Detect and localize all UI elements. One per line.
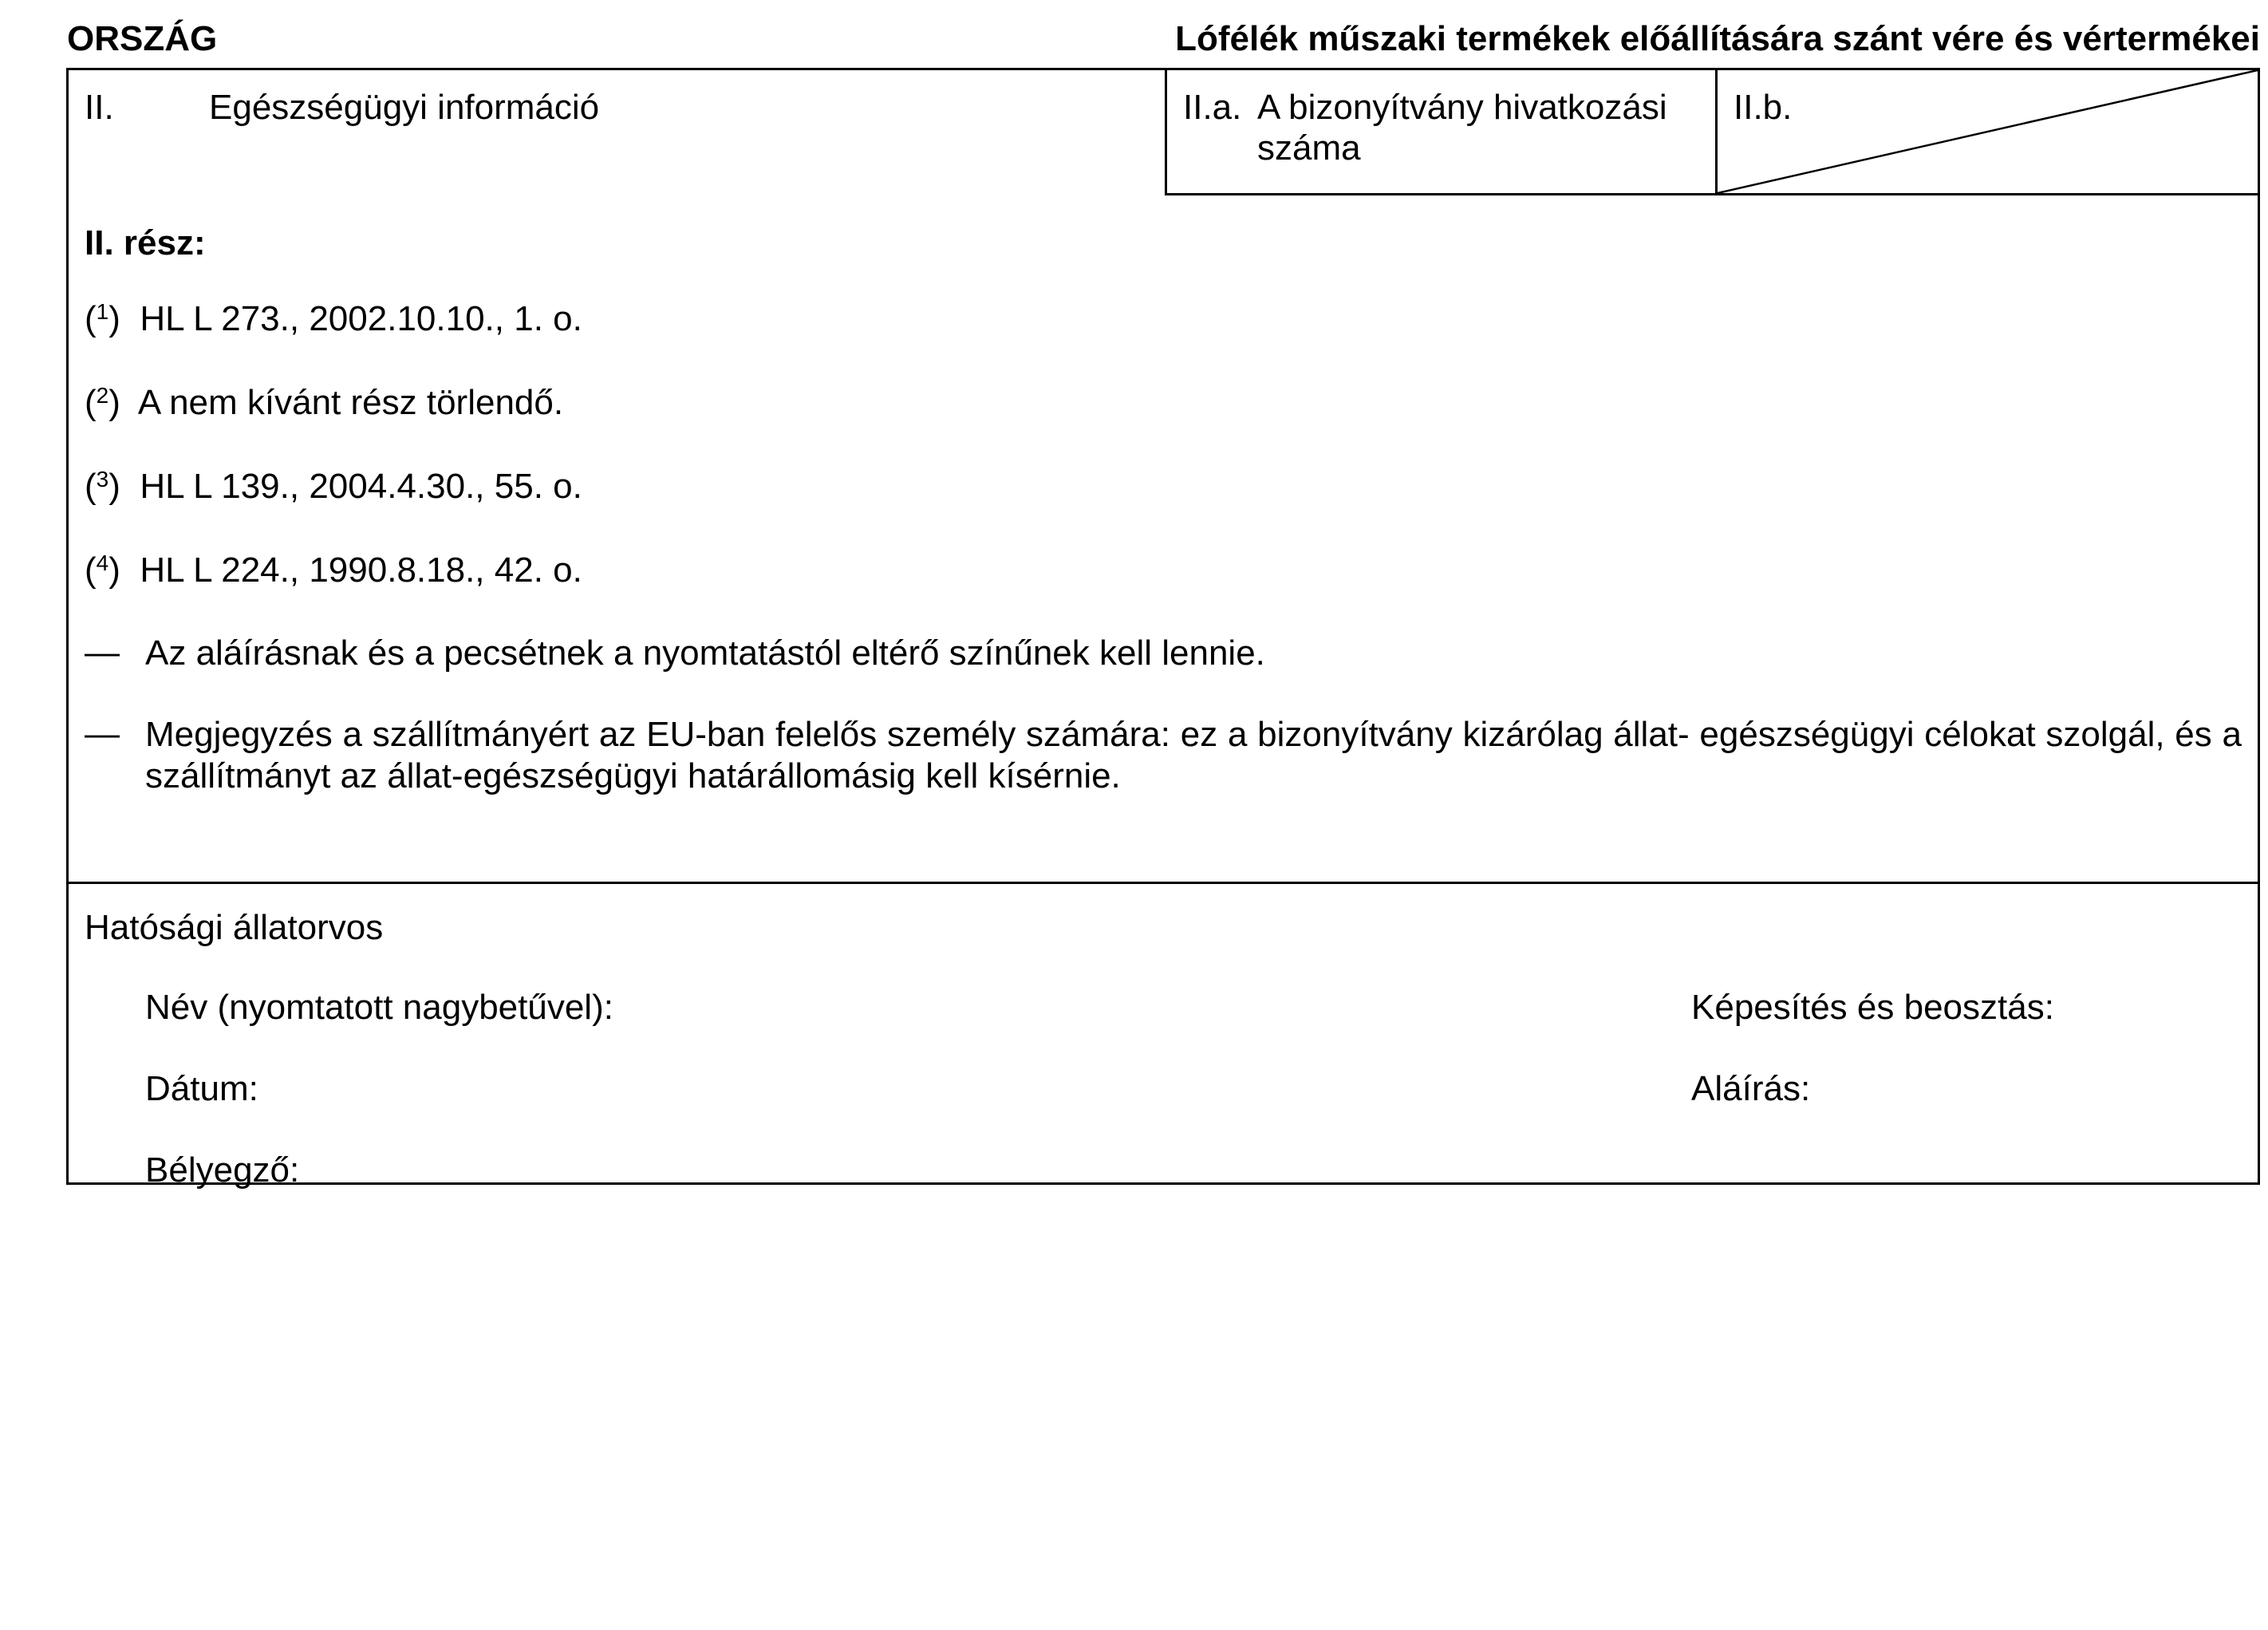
dash-bullet: — <box>85 714 120 753</box>
note-dash-text: Az aláírásnak és a pecsétnek a nyomtatástól eltérő színűnek kell lennie. <box>145 633 1265 673</box>
country-heading: ORSZÁG <box>67 19 218 58</box>
section-iia-label-line1: A bizonyítvány hivatkozási <box>1257 88 1667 127</box>
certificate-title: Lófélék műszaki termékek előállítására szánt vére és vértermékei <box>1175 19 2260 58</box>
section-ii-number: II. <box>85 88 114 127</box>
qualification-label: Képesítés és beosztás: <box>1691 988 2054 1027</box>
official-veterinarian-section <box>69 884 2258 1190</box>
dash-bullet: — <box>85 633 120 672</box>
note-dash-text: Megjegyzés a szállítmányért az EU-ban felelős személy számára: ez a bizonyítvány kizárólag állat- egészségügyi célokat szolgál, és a szállítmányt az állat-egészségügyi határállomásig kell kísérnie. <box>145 715 2242 795</box>
name-label: Név (nyomtatott nagybetűvel): <box>145 988 613 1027</box>
footnote-4: ($^4$) HL L 224., 1990.8.18., 42. o. <box>85 551 582 590</box>
section-ii-cell <box>69 70 1165 195</box>
footnote-mark: 3 <box>96 467 109 491</box>
part-ii-heading: II. rész: <box>85 223 206 262</box>
section-ii-label: Egészségügyi információ <box>209 88 600 127</box>
notes-section <box>69 195 2258 884</box>
date-label: Dátum: <box>145 1069 258 1108</box>
certificate-frame <box>66 68 2260 1190</box>
footnote-1: ($^1$) HL L 273., 2002.10.10., 1. o. <box>85 299 582 338</box>
section-iib-cell <box>1715 70 2258 195</box>
footnote-mark: 1 <box>96 299 109 324</box>
note-dash-item-1 <box>85 633 2242 674</box>
footnote-text: HL L 224., 1990.8.18., 42. o. <box>140 551 582 590</box>
footnote-mark: 2 <box>96 383 109 408</box>
section-iia-number: II.a. <box>1183 88 1242 127</box>
note-dash-item-2 <box>85 714 2242 797</box>
crossed-out-diagonal <box>1718 70 2258 193</box>
section-iia-cell <box>1165 70 1715 195</box>
section-iib-number: II.b. <box>1734 88 1793 127</box>
footnote-text: HL L 139., 2004.4.30., 55. o. <box>140 467 582 506</box>
stamp-label: Bélyegző: <box>145 1150 300 1190</box>
signature-label: Aláírás: <box>1691 1069 1811 1108</box>
footnote-text: HL L 273., 2002.10.10., 1. o. <box>140 299 582 338</box>
section-header-row <box>69 70 2258 195</box>
footnote-2: ($^2$) A nem kívánt rész törlendő. <box>85 383 564 422</box>
section-iia-label-line2: száma <box>1257 128 1361 168</box>
official-veterinarian-heading: Hatósági állatorvos <box>85 908 384 947</box>
footnote-mark: 4 <box>96 551 109 575</box>
footnote-3: ($^3$) HL L 139., 2004.4.30., 55. o. <box>85 467 582 506</box>
footnote-text: A nem kívánt rész törlendő. <box>137 383 564 422</box>
